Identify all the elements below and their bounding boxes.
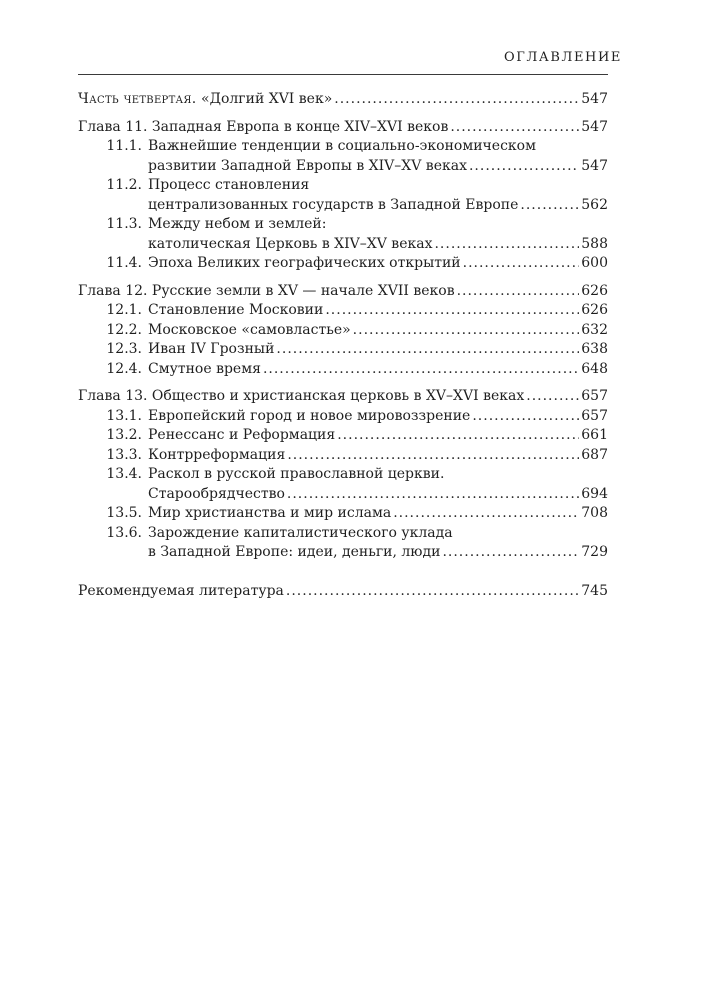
dot-leader	[286, 582, 579, 602]
section-number: 13.1.	[106, 407, 142, 424]
toc-section-entry	[78, 465, 608, 504]
dot-leader	[393, 504, 579, 524]
page-number: 648	[581, 360, 608, 377]
section-title-line: Смутное время	[148, 360, 261, 377]
toc-chapter-entry	[78, 118, 608, 138]
toc-section-entry	[78, 321, 608, 341]
section-title-line: Процесс становления	[148, 177, 310, 193]
section-title-line: Раскол в русской православной церкви.	[148, 466, 445, 482]
section-number: 12.1.	[106, 302, 142, 318]
page-number: 588	[581, 235, 608, 252]
dot-leader	[520, 196, 579, 216]
section-number: 12.3.	[106, 341, 142, 357]
dot-leader	[472, 407, 579, 427]
page-number: 562	[581, 196, 608, 213]
dot-leader	[334, 90, 579, 110]
section-number: 11.3.	[106, 216, 142, 232]
page-number: 694	[581, 485, 608, 502]
page-number: 600	[581, 255, 608, 271]
page-number: 745	[581, 582, 608, 599]
table-of-contents	[78, 90, 608, 601]
part-title: «Долгий XVI век»	[196, 91, 333, 107]
toc-section-entry	[78, 504, 608, 524]
section-title-line: Зарождение капиталистического уклада	[148, 524, 453, 541]
back-matter-title: Рекомендуемая литература	[78, 582, 284, 599]
section-number: 13.6.	[106, 524, 142, 541]
toc-chapter-entry	[78, 387, 608, 407]
section-title-line: Мир христианства и мир ислама	[148, 505, 392, 521]
dot-leader	[434, 235, 579, 255]
toc-chapter-entry	[78, 282, 608, 302]
section-number: 11.4.	[106, 255, 142, 271]
chapter-title: Глава 13. Общество и христианская церковь в XV–XVI веках	[78, 388, 525, 404]
page-number: 661	[581, 427, 608, 443]
section-number: 11.1.	[106, 138, 142, 154]
section-title-line: в Западной Европе: идеи, деньги, люди	[148, 544, 441, 560]
section-title-line: Важнейшие тенденции в социально-экономическом	[148, 138, 536, 154]
toc-section-entry	[78, 446, 608, 466]
dot-leader	[276, 340, 579, 360]
section-number: 13.4.	[106, 466, 142, 482]
toc-section-entry	[78, 407, 608, 427]
dot-leader	[263, 360, 579, 380]
header-rule	[78, 74, 608, 75]
section-title-line: Европейский город и новое мировоззрение	[148, 407, 471, 424]
page-number: 708	[581, 505, 608, 521]
page-number: 657	[581, 407, 608, 424]
toc-section-entry	[78, 340, 608, 360]
toc-back-matter-entry	[78, 582, 608, 602]
running-header: ОГЛАВЛЕНИЕ	[503, 50, 622, 65]
page-number: 626	[581, 282, 608, 299]
page-number: 547	[581, 91, 608, 107]
section-title-line: Становление Московии	[148, 302, 324, 318]
page-number: 632	[581, 321, 608, 338]
page-number: 657	[581, 388, 608, 404]
dot-leader	[450, 118, 579, 138]
section-title-line: Московское «самовластье»	[148, 321, 351, 338]
toc-section-entry	[78, 360, 608, 380]
section-title-line: Эпоха Великих географических открытий	[148, 255, 461, 271]
toc-section-entry	[78, 176, 608, 215]
dot-leader	[337, 426, 579, 446]
section-number: 12.4.	[106, 360, 142, 377]
toc-section-entry	[78, 524, 608, 563]
dot-leader	[442, 543, 579, 563]
toc-section-entry	[78, 254, 608, 274]
section-title-line: Иван IV Грозный	[148, 341, 275, 357]
dot-leader	[287, 485, 579, 505]
section-number: 13.2.	[106, 427, 142, 443]
section-title-line: католическая Церковь в XIV–XV веках	[148, 235, 433, 252]
page-number: 729	[581, 544, 608, 560]
toc-section-entry	[78, 426, 608, 446]
dot-leader	[353, 321, 580, 341]
section-number: 13.5.	[106, 505, 142, 521]
toc-part-entry	[78, 90, 608, 110]
section-title-line: централизованных государств в Западной Европе	[148, 196, 519, 213]
section-title-line: Между небом и землей:	[148, 216, 327, 232]
section-number: 11.2.	[106, 177, 142, 193]
page-number: 687	[581, 446, 608, 463]
section-number: 13.3.	[106, 446, 142, 463]
dot-leader	[469, 157, 579, 177]
section-title-line: Ренессанс и Реформация	[148, 427, 336, 443]
toc-section-entry	[78, 301, 608, 321]
page-number: 626	[581, 302, 608, 318]
dot-leader	[457, 282, 580, 302]
section-title-line: Старообрядчество	[148, 485, 285, 502]
page-number: 638	[581, 341, 608, 357]
chapter-title: Глава 12. Русские земли в XV — начале XVII веков	[78, 282, 455, 299]
page-number: 547	[581, 157, 608, 174]
dot-leader	[287, 446, 579, 466]
toc-section-entry	[78, 137, 608, 176]
page-number: 547	[581, 118, 608, 135]
dot-leader	[463, 254, 580, 274]
toc-section-entry	[78, 215, 608, 254]
section-number: 12.2.	[106, 321, 142, 338]
section-title-line: Контрреформация	[148, 446, 286, 463]
dot-leader	[325, 301, 579, 321]
dot-leader	[526, 387, 579, 407]
section-title-line: развитии Западной Европы в XIV–XV веках	[148, 157, 467, 174]
part-label: Часть четвертая.	[78, 91, 197, 107]
chapter-title: Глава 11. Западная Европа в конце XIV–XVI веков	[78, 118, 449, 135]
